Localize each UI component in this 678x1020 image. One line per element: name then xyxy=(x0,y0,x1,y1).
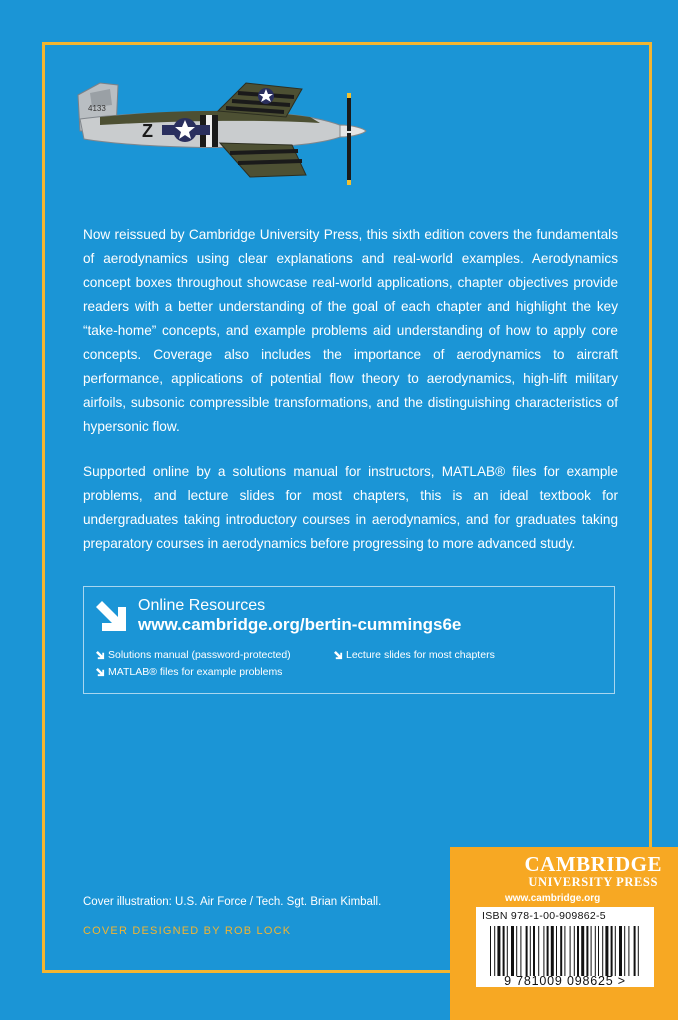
barcode-stripe xyxy=(543,926,544,976)
barcode-stripe xyxy=(591,926,592,976)
isbn-number: ISBN 978-1-00-909862-5 xyxy=(482,910,606,922)
barcode-stripe xyxy=(638,926,639,976)
barcode-stripe xyxy=(574,926,575,976)
arrow-down-right-icon xyxy=(334,651,343,660)
publisher-subtitle: UNIVERSITY PRESS xyxy=(528,875,658,889)
barcode-stripe xyxy=(619,926,622,976)
barcode-stripe xyxy=(628,926,629,976)
cover-illustration-credit: Cover illustration: U.S. Air Force / Tech. Sgt. Brian Kimball. xyxy=(83,896,382,908)
barcode-stripe xyxy=(494,926,495,976)
barcode-stripe xyxy=(497,926,500,976)
arrow-down-right-icon xyxy=(96,651,105,660)
aircraft-marking: Z xyxy=(142,121,153,141)
barcode-stripe xyxy=(595,926,596,976)
barcode-stripe xyxy=(598,926,599,976)
barcode-panel xyxy=(476,907,654,987)
description-paragraph-2: Supported online by a solutions manual for instructors, MATLAB® files for example problems, and lecture slides for most chapters, this is an ideal textbook for undergraduates taking introductory courses in aerodynamics, and for graduates taking preparatory courses in aerodynamics before progressing to more advanced study. xyxy=(83,464,618,551)
resource-item-label: Solutions manual (password-protected) xyxy=(108,649,291,661)
online-resources-box xyxy=(83,586,615,694)
online-resources-url[interactable]: www.cambridge.org/bertin-cummings6e xyxy=(138,615,462,634)
p51-mustang-illustration xyxy=(70,75,370,195)
barcode-stripe xyxy=(577,926,579,976)
barcode-stripe xyxy=(605,926,608,976)
barcode-stripe xyxy=(551,926,554,976)
barcode-stripe xyxy=(538,926,539,976)
publisher-block xyxy=(450,847,678,1020)
publisher-website[interactable]: www.cambridge.org xyxy=(505,893,601,904)
description-paragraph-1: Now reissued by Cambridge University Press, this sixth edition covers the fundamentals of aerodynamics using clear explanations and real-world examples. Aerodynamics concept boxes throughout showcase real-world applications, chapter objectives provide readers with a better understanding of the goal of each chapter and highlight the key “take-home” concepts, and example problems aid understanding of how to apply core concepts. Coverage also includes the importance of aerodynamics to aircraft performance, applications of potential flow theory to aerodynamics, high-lift military airfoils, subsonic compressible transformations, and the distinguishing characteristics of hypersonic flow. xyxy=(83,227,618,434)
barcode-stripe xyxy=(530,926,531,976)
resource-item-label: Lecture slides for most chapters xyxy=(346,649,495,661)
arrow-down-right-icon xyxy=(96,668,105,677)
barcode-stripe xyxy=(602,926,603,976)
barcode-digits: 9 781009 098625 > xyxy=(504,974,626,988)
barcode-stripe xyxy=(526,926,528,976)
barcode-stripe xyxy=(507,926,508,976)
barcode xyxy=(488,926,644,976)
barcode-stripe xyxy=(634,926,636,976)
barcode-stripe xyxy=(611,926,613,976)
aircraft-serial: 4133 xyxy=(88,104,106,113)
barcode-stripe xyxy=(624,926,625,976)
barcode-stripe xyxy=(556,926,557,976)
barcode-stripe xyxy=(516,926,517,976)
barcode-stripe xyxy=(570,926,571,976)
barcode-stripe xyxy=(490,926,491,976)
barcode-stripe xyxy=(615,926,616,976)
online-resources-title: Online Resources xyxy=(138,597,266,614)
barcode-stripe xyxy=(503,926,505,976)
resource-item xyxy=(334,649,495,661)
barcode-stripe xyxy=(581,926,584,976)
cover-designer-credit: COVER DESIGNED BY ROB LOCK xyxy=(83,925,292,937)
barcode-stripe xyxy=(511,926,514,976)
resource-item-label: MATLAB® files for example problems xyxy=(108,666,283,678)
resource-item xyxy=(96,649,291,661)
arrow-down-right-icon xyxy=(94,599,130,635)
barcode-stripe xyxy=(564,926,565,976)
barcode-stripe xyxy=(560,926,562,976)
publisher-name: CAMBRIDGE xyxy=(524,852,662,876)
barcode-stripe xyxy=(586,926,588,976)
barcode-stripe xyxy=(533,926,535,976)
barcode-stripe xyxy=(520,926,521,976)
barcode-stripe xyxy=(547,926,549,976)
resource-item xyxy=(96,666,282,678)
